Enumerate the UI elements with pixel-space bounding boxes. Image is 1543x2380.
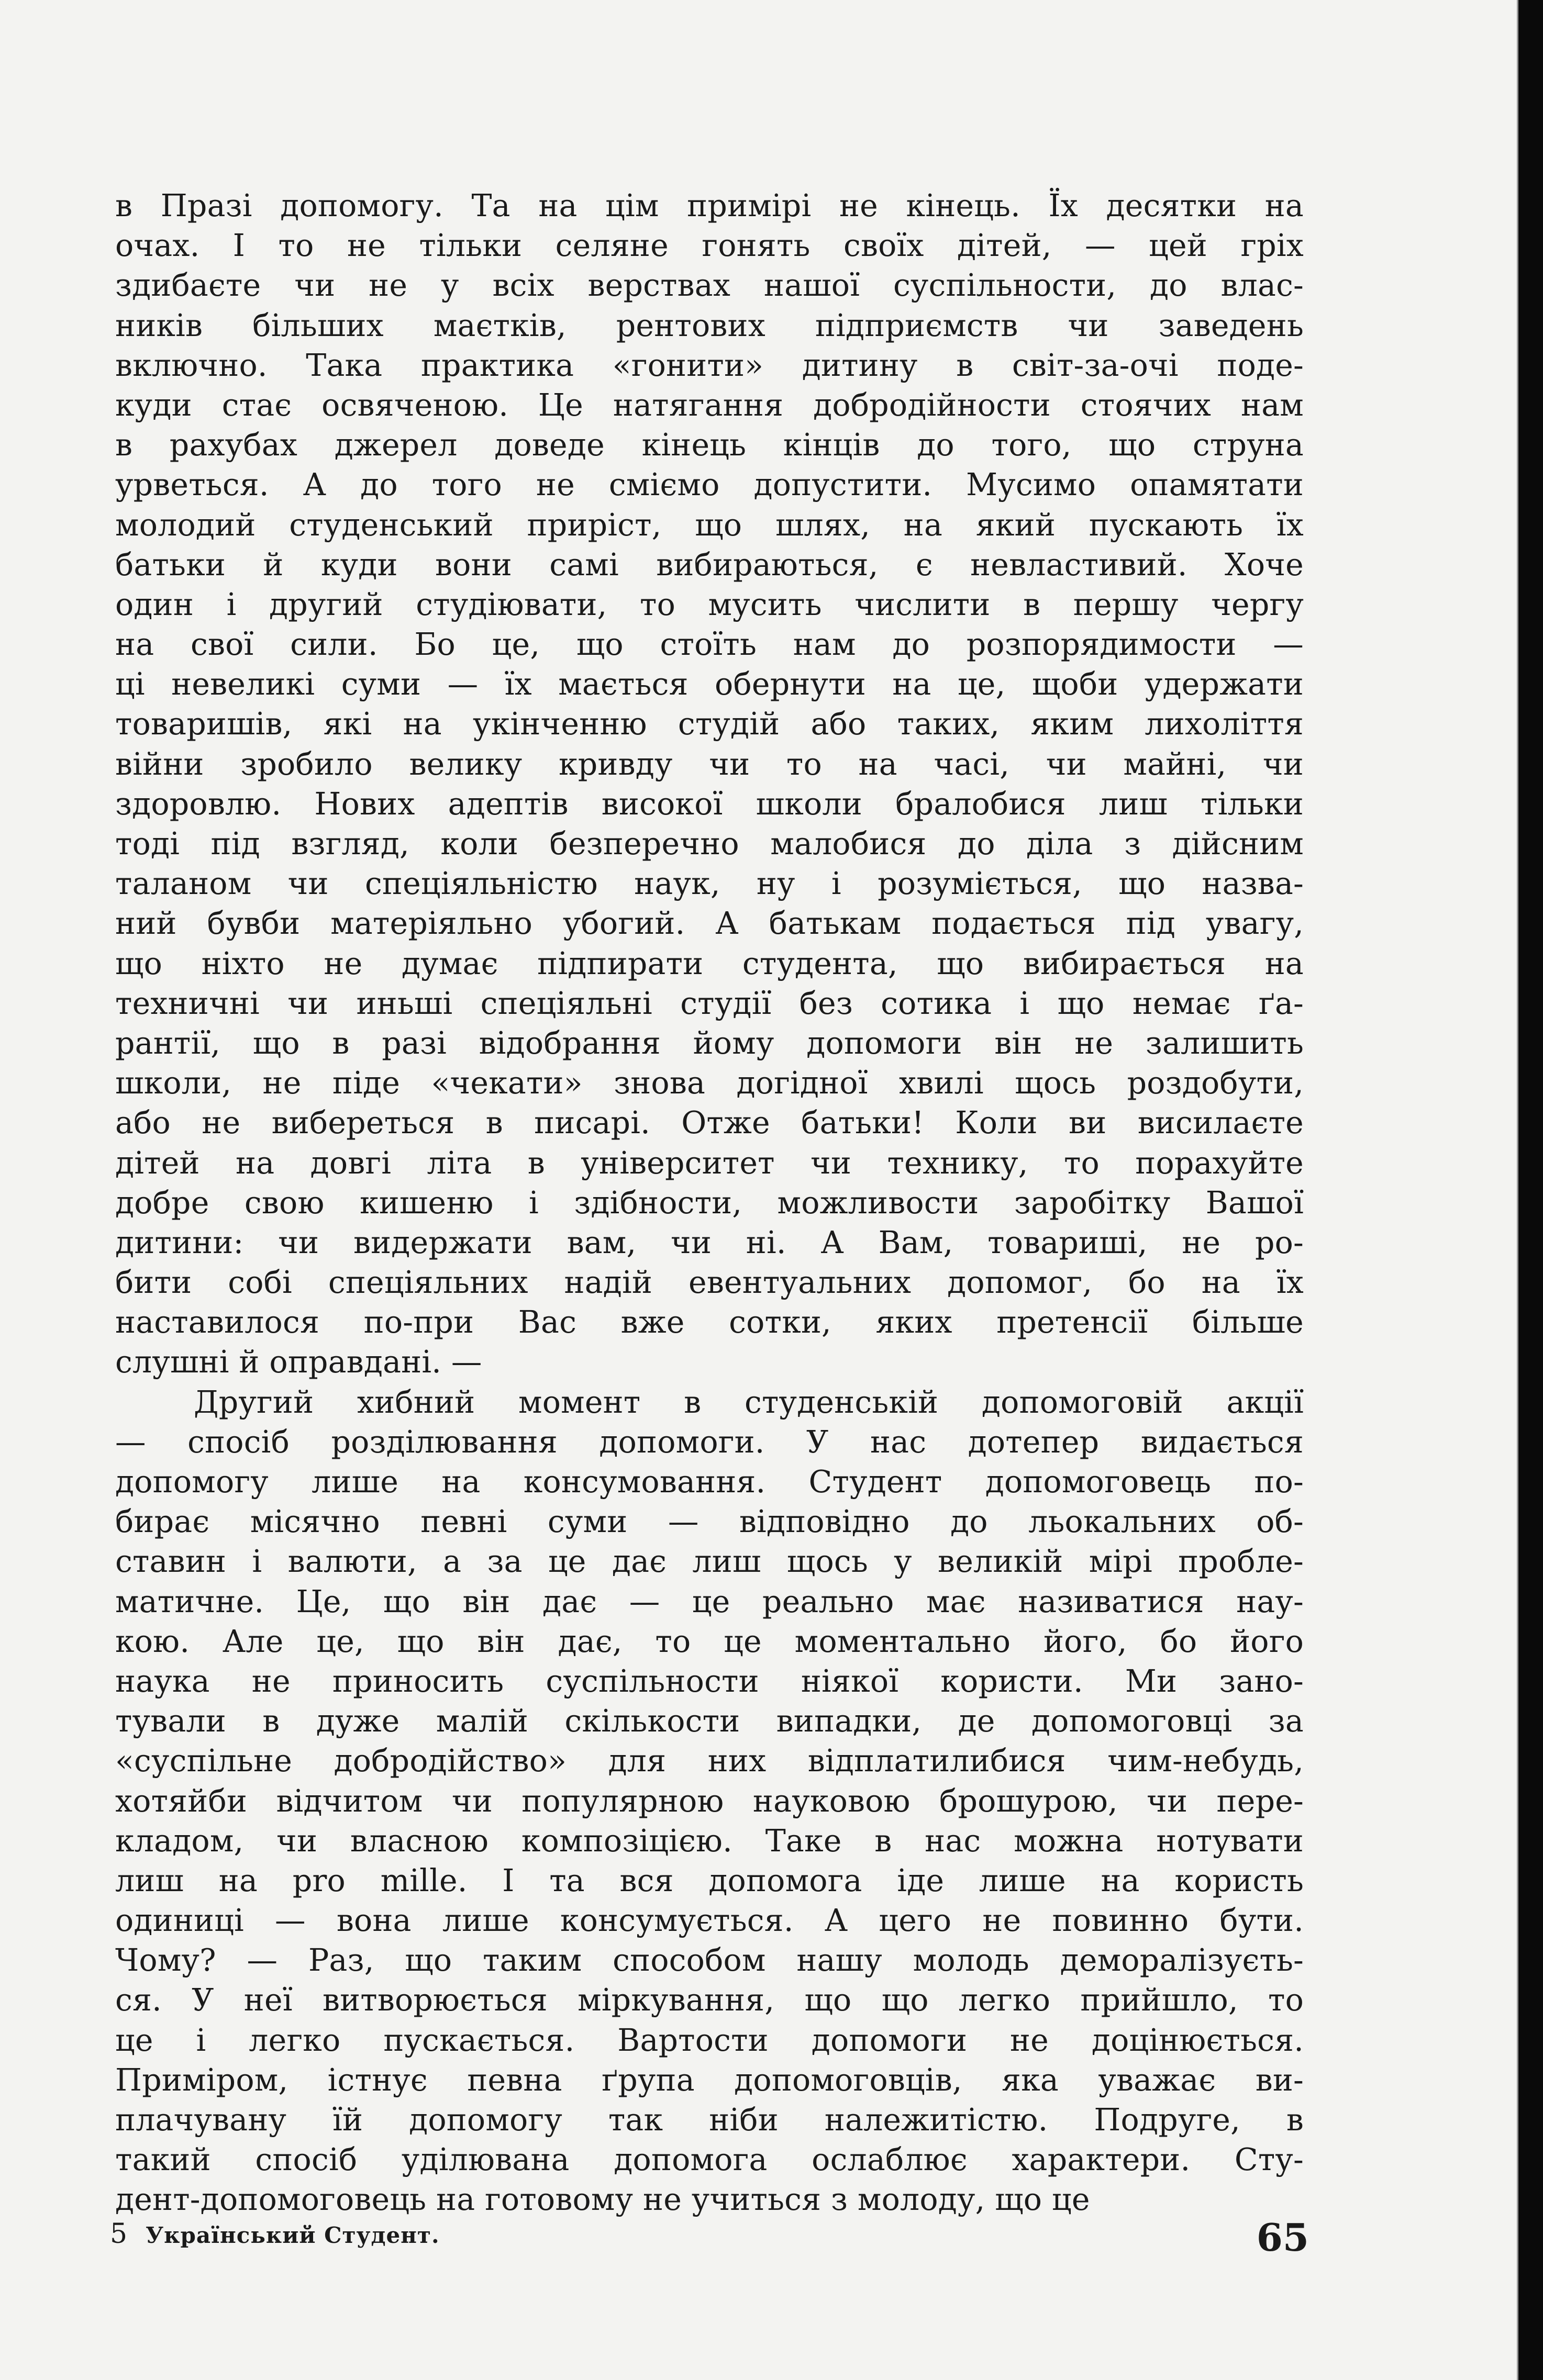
text-line xyxy=(115,1103,1304,1143)
text-line-content: плачувану їй допомогу так ніби належитістю. Подруге, в xyxy=(115,2102,1304,2138)
text-line-content: матичне. Це, що він дає — це реально має називатися нау- xyxy=(115,1583,1304,1619)
text-line-content: допомогу лише на консумовання. Студент допомоговець по- xyxy=(115,1464,1304,1500)
text-line-content: школи, не піде «чекати» знова догідної хвилі щось роздобути, xyxy=(115,1065,1304,1101)
text-line xyxy=(115,1661,1304,1701)
text-line-content: таланом чи спеціяльністю наук, ну і розуміється, що назва- xyxy=(115,866,1304,902)
text-line xyxy=(115,824,1304,864)
text-line-content: це і легко пускається. Вартости допомоги не доцінюється. xyxy=(115,2022,1304,2058)
text-line-content: Другий хибний момент в студенській допомоговій акції xyxy=(194,1384,1304,1420)
text-line xyxy=(115,1143,1304,1183)
text-line-content: дітей на довгі літа в університет чи технику, то порахуйте xyxy=(115,1145,1304,1181)
text-line-content: рантії, що в разі відобрання йому допомоги він не залишить xyxy=(115,1025,1304,1061)
text-line-content: тували в дуже малій скількости випадки, де допомоговці за xyxy=(115,1703,1304,1739)
text-line xyxy=(115,1462,1304,1502)
text-line-content: слушні й оправдані. — xyxy=(115,1344,482,1380)
text-line-content: куди стає освяченою. Це натягання добродійности стоячих нам xyxy=(115,387,1304,423)
text-line-content: кладом, чи власною композіцією. Таке в нас можна нотувати xyxy=(115,1823,1304,1859)
scan-edge xyxy=(1518,0,1543,2380)
text-line xyxy=(115,984,1304,1023)
text-line xyxy=(115,2020,1304,2060)
text-line xyxy=(115,1980,1304,2020)
text-line xyxy=(115,1622,1304,1661)
text-line xyxy=(115,704,1304,744)
text-line-content: в Празі допомогу. Та на цім примірі не кінець. Їх десятки на xyxy=(115,188,1304,224)
text-line-content: тоді під взгляд, коли безперечно малобися до діла з дійсним xyxy=(115,826,1304,862)
text-line-content: або не вибереться в писарі. Отже батьки! Коли ви висилаєте xyxy=(115,1105,1304,1141)
text-line xyxy=(115,1223,1304,1262)
text-line xyxy=(115,385,1304,425)
text-line-content: кою. Але це, що він дає, то це моментально його, бо його xyxy=(115,1623,1304,1659)
text-line xyxy=(115,1741,1304,1781)
text-line-content: ставин і валюти, а за це дає лиш щось у великій мірі пробле- xyxy=(115,1544,1304,1580)
text-line xyxy=(115,2100,1304,2140)
text-line xyxy=(115,1422,1304,1462)
text-line xyxy=(115,1901,1304,1940)
text-line-content: ників більших маєтків, рентових підприємств чи заведень xyxy=(115,307,1304,343)
text-line xyxy=(115,664,1304,704)
text-line xyxy=(115,1302,1304,1342)
text-line-content: добре свою кишеню і здібности, можливости заробітку Вашої xyxy=(115,1185,1304,1221)
text-line xyxy=(115,545,1304,585)
text-line xyxy=(115,624,1304,664)
text-line-content: що ніхто не думає підпирати студента, що вибирається на xyxy=(115,945,1304,981)
signature-number: 5 xyxy=(110,2218,128,2250)
text-line xyxy=(115,1382,1304,1422)
text-line xyxy=(115,186,1304,226)
text-line xyxy=(115,864,1304,903)
text-line-content: Приміром, істнує певна ґрупа допомоговців, яка уважає ви- xyxy=(115,2062,1304,2098)
text-line-content: ний бувби матеріяльно убогий. А батькам подається під увагу, xyxy=(115,906,1304,942)
text-line xyxy=(115,465,1304,505)
text-line xyxy=(115,2140,1304,2180)
text-line xyxy=(115,345,1304,385)
text-line-content: ся. У неї витворюється міркування, що що легко прийшло, то xyxy=(115,1982,1304,2018)
text-line-content: наука не приносить суспільности ніякої користи. Ми зано- xyxy=(115,1663,1304,1699)
text-line xyxy=(115,1582,1304,1622)
text-line-content: молодий студенський приріст, що шлях, на який пускають їх xyxy=(115,507,1304,543)
text-line xyxy=(115,2060,1304,2100)
text-line xyxy=(115,1541,1304,1581)
text-line xyxy=(115,265,1304,305)
text-line-content: в рахубах джерел доведе кінець кінців до того, що струна xyxy=(115,427,1304,463)
text-line xyxy=(115,1940,1304,1980)
text-line-content: здоровлю. Нових адептів високої школи бралобися лиш тільки xyxy=(115,786,1304,822)
text-line-content: техничні чи иньші спеціяльні студії без сотика і що немає ґа- xyxy=(115,985,1304,1021)
text-line xyxy=(115,1342,1304,1382)
text-line xyxy=(115,1821,1304,1861)
text-line xyxy=(115,1023,1304,1063)
text-line-content: бити собі спеціяльних надій евентуальних допомог, бо на їх xyxy=(115,1265,1304,1301)
text-line-content: урветься. А до того не сміємо допустити. Мусимо опамятати xyxy=(115,467,1304,503)
text-line xyxy=(115,1502,1304,1541)
text-line xyxy=(115,505,1304,545)
text-line xyxy=(115,1183,1304,1223)
text-line xyxy=(115,2180,1304,2219)
text-line-content: на свої сили. Бо це, що стоїть нам до розпорядимости — xyxy=(115,627,1304,663)
text-line xyxy=(115,306,1304,345)
text-line xyxy=(115,1701,1304,1741)
text-line-content: дитини: чи видержати вам, чи ні. А Вам, товариші, не ро- xyxy=(115,1224,1304,1260)
text-line-content: Чому? — Раз, що таким способом нашу молодь деморалізуєть- xyxy=(115,1942,1304,1979)
text-line xyxy=(115,1262,1304,1302)
text-line-content: включно. Така практика «гонити» дитину в світ-за-очі поде- xyxy=(115,347,1304,383)
text-line-content: лиш на pro mille. І та вся допомога іде лише на користь xyxy=(115,1862,1304,1898)
text-line xyxy=(115,1781,1304,1821)
text-line xyxy=(115,784,1304,824)
text-line-content: «суспільне добродійство» для них відплатилибися чим-небудь, xyxy=(115,1743,1304,1779)
text-line-content: один і другий студіювати, то мусить числити в першу чергу xyxy=(115,586,1304,622)
text-line-content: очах. І то не тільки селяне гонять своїх дітей, — цей гріх xyxy=(115,228,1304,264)
text-line xyxy=(115,226,1304,265)
text-line-content: такий спосіб уділювана допомога ослаблює характери. Сту- xyxy=(115,2142,1304,2178)
text-line xyxy=(115,1063,1304,1103)
text-line-content: одиниці — вона лише консумується. А цего не повинно бути. xyxy=(115,1903,1304,1939)
text-line xyxy=(115,1861,1304,1901)
text-line-content: — спосіб розділювання допомоги. У нас дотепер видається xyxy=(115,1424,1304,1460)
page-number: 65 xyxy=(1256,2215,1309,2260)
text-line-content: дент-допомоговець на готовому не учиться з молоду, що це xyxy=(115,2182,1090,2218)
printer-signature xyxy=(110,2218,440,2250)
signature-text: Український Студент. xyxy=(146,2222,440,2248)
body-text xyxy=(115,186,1304,2220)
text-line xyxy=(115,944,1304,984)
text-line-content: наставилося по-при Вас вже сотки, яких претенсії більше xyxy=(115,1304,1304,1340)
text-line-content: батьки й куди вони самі вибираються, є невластивий. Хоче xyxy=(115,546,1304,583)
text-line-content: війни зробило велику кривду чи то на часі, чи майні, чи xyxy=(115,746,1304,782)
text-line-content: ці невеликі суми — їх мається обернути на це, щоби удержати xyxy=(115,666,1304,702)
text-line-content: товаришів, які на укінченню студій або таких, яким лихоліття xyxy=(115,706,1304,742)
text-line xyxy=(115,744,1304,784)
text-line-content: хотяйби відчитом чи популярною науковою брошурою, чи пере- xyxy=(115,1783,1304,1819)
text-line-content: бирає місячно певні суми — відповідно до льокальних об- xyxy=(115,1504,1304,1540)
page-footer xyxy=(110,2215,1309,2265)
text-line xyxy=(115,903,1304,943)
text-line xyxy=(115,425,1304,465)
text-line xyxy=(115,585,1304,624)
text-line-content: здибаєте чи не у всіх верствах нашої суспільности, до влас- xyxy=(115,267,1304,304)
